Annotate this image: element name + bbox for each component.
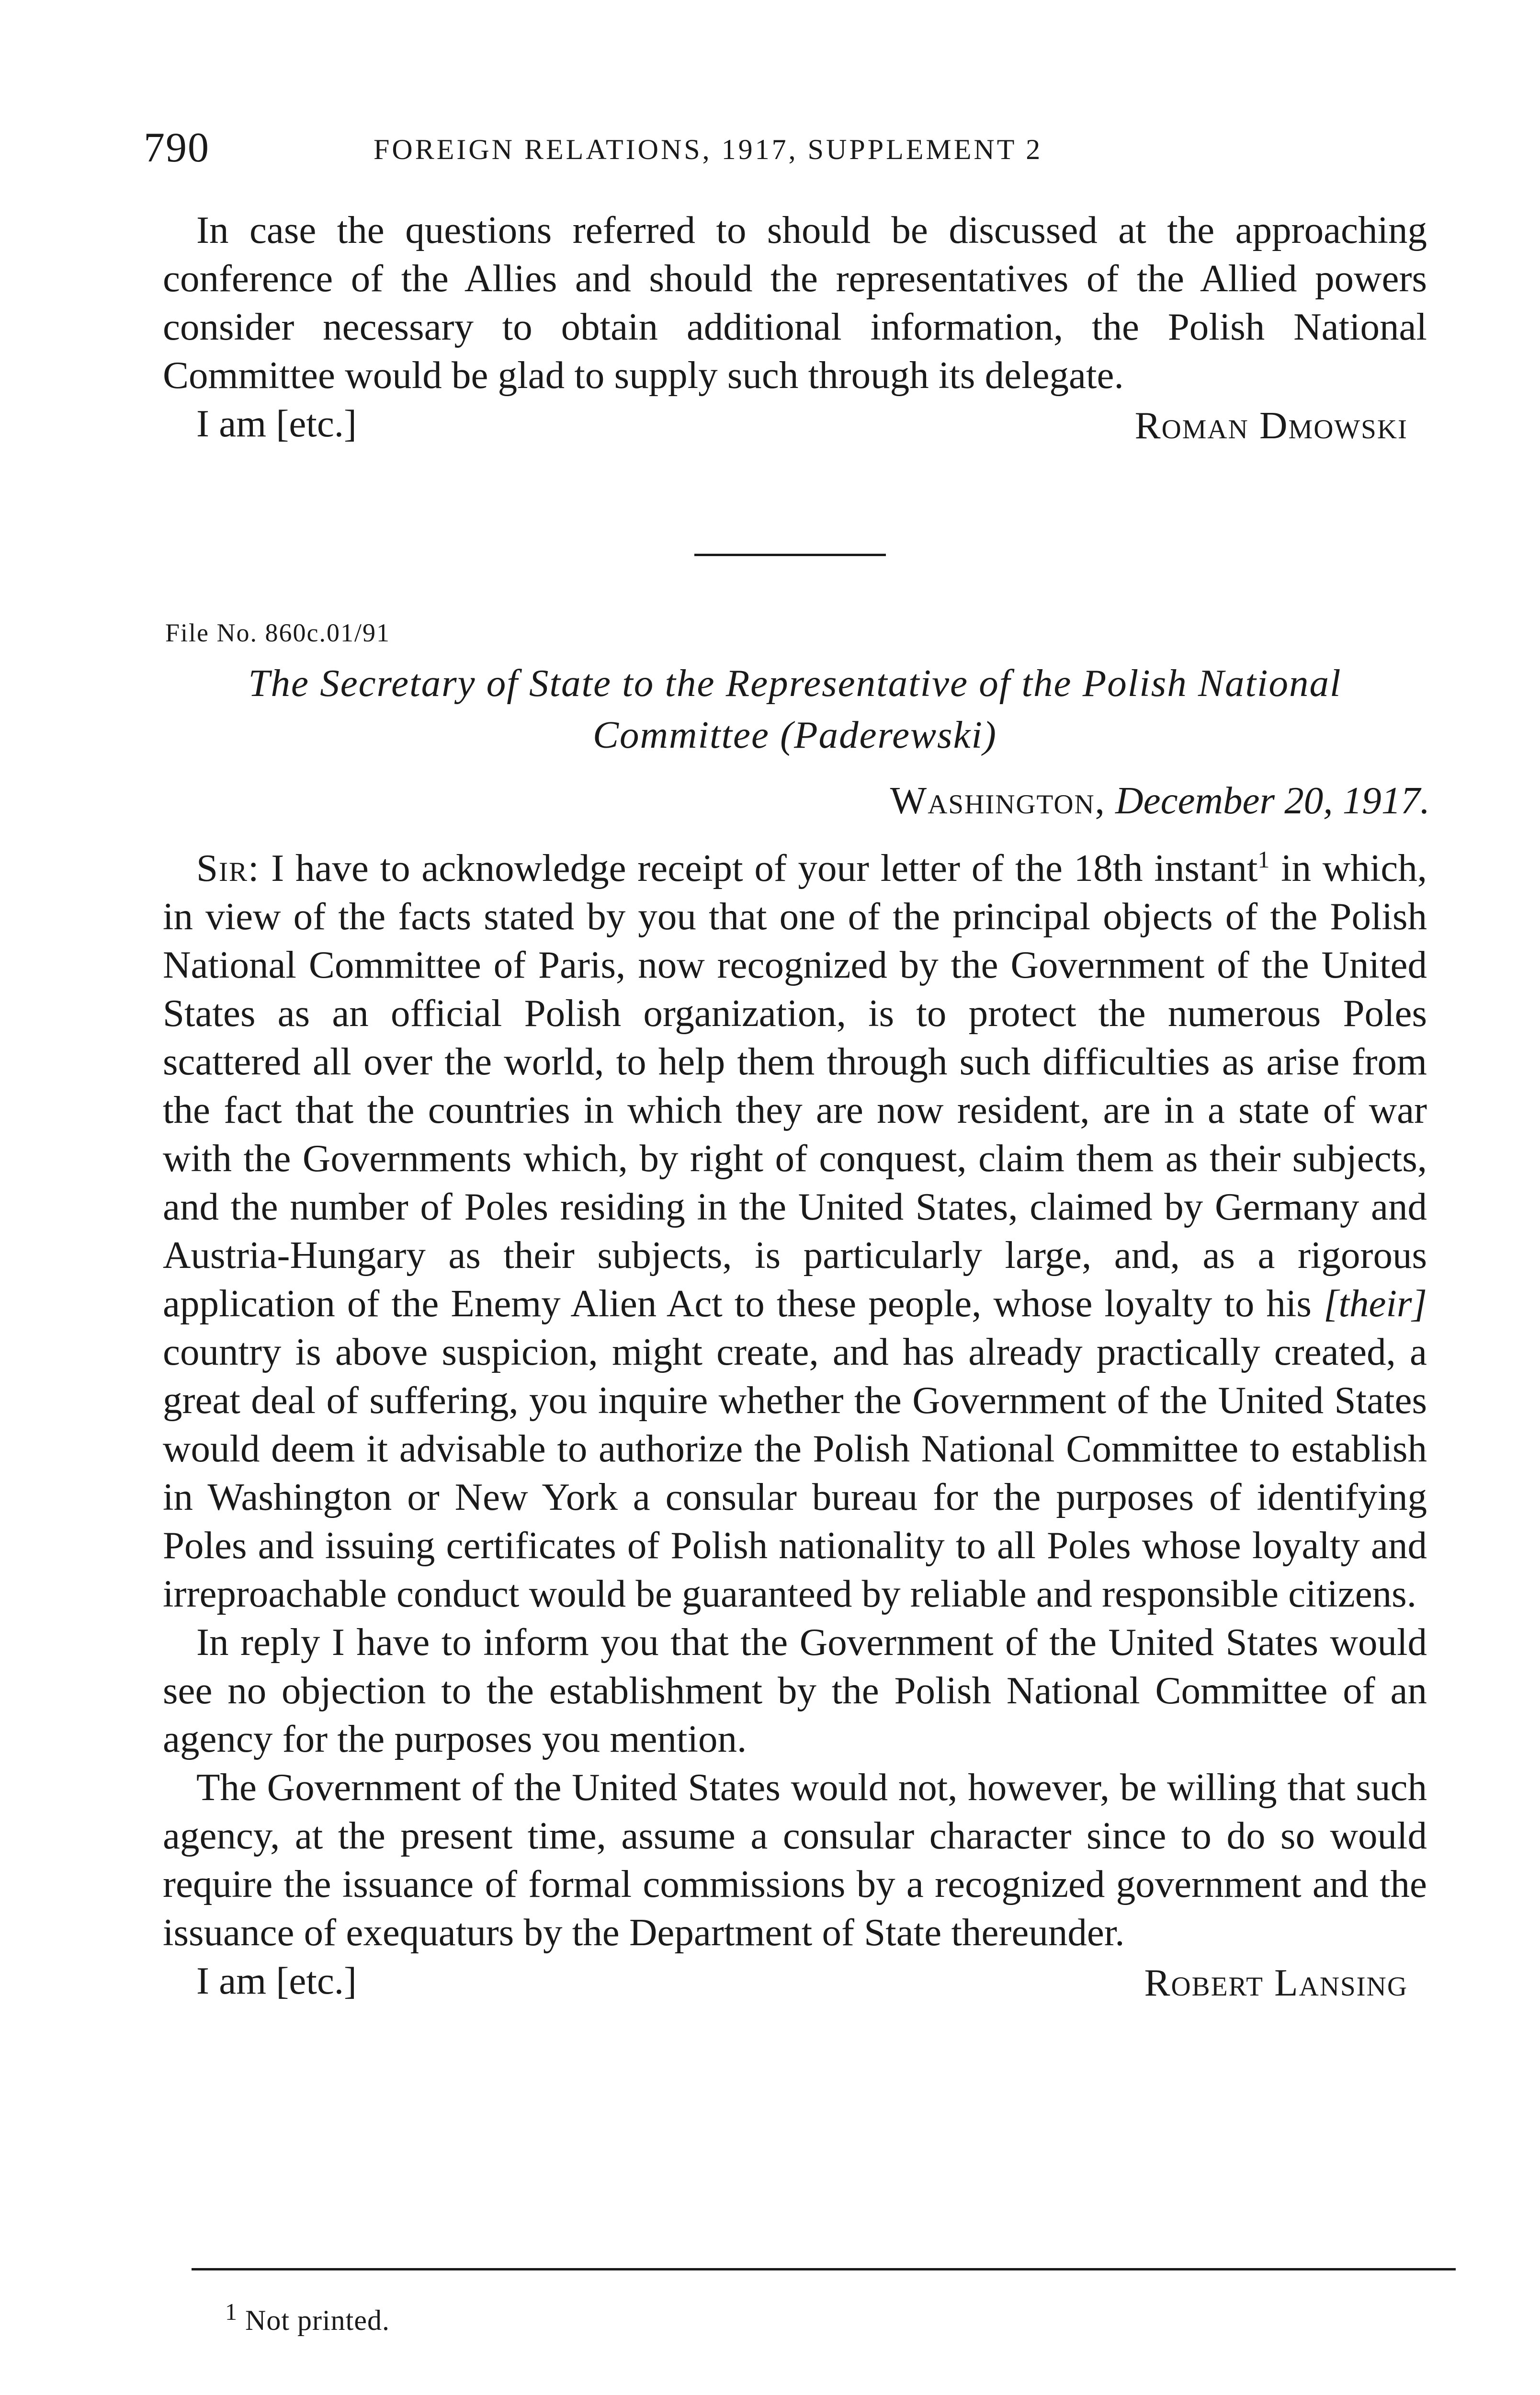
previous-letter-closing-row: [163, 399, 1427, 448]
dateline-date: December 20, 1917.: [1115, 779, 1430, 822]
paragraph-1-part-2: in which, in view of the facts stated by you that one of the principal objects of the Polish National Committee of Paris, now recognized by the Government of the United States as an official Polish organization, is to protect the numerous Poles scattered all over the world, to help them through such difficulties as arise from the fact that the countries in which they are now resident, are in a state of war with the Governments which, by right of conquest, claim them as their subjects, and the number of Poles residing in the United States, claimed by Germany and Austria-Hungary as their subjects, is particularly large, and, as a rigorous application of the Enemy Alien Act to these people, whose loyalty to his: [163, 846, 1427, 1325]
previous-letter-closing: I am [etc.]: [196, 402, 357, 445]
footnote-text: Not printed.: [238, 2304, 390, 2336]
page-number: 790: [144, 125, 210, 171]
letter-closing: I am [etc.]: [196, 1959, 357, 2002]
paragraph-1-part-3: country is above suspicion, might create, and has already practically created, a great deal of suffering, you inquire whether the Government of the United States would deem it advisable to authorize the Polish National Committee to establish in Washington or New York a consular bureau for the purposes of identifying Poles and issuing certificates of Polish nationality to all Poles whose loyalty and irreproachable conduct would be guaranteed by reliable and responsible citizens.: [163, 1330, 1427, 1615]
document-title-line-1: The Secretary of State to the Representative of the Polish National: [248, 661, 1342, 705]
file-number: File No. 860c.01/91: [165, 618, 390, 647]
section-separator: [694, 554, 886, 556]
running-head: FOREIGN RELATIONS, 1917, SUPPLEMENT 2: [374, 134, 1043, 165]
letter-closing-row: [163, 1957, 1427, 2005]
letter-signature: Robert Lansing: [1144, 1961, 1408, 2004]
paragraph-1-part-1: I have to acknowledge receipt of your letter of the 18th instant: [260, 846, 1258, 890]
document-title-line-2: Committee (Paderewski): [592, 713, 997, 756]
dateline-place: Washington,: [890, 779, 1106, 822]
footnote-mark: 1: [225, 2298, 238, 2325]
footnote: [225, 2298, 390, 2337]
previous-letter-ending: [163, 206, 1427, 448]
editorial-insertion: [their]: [1323, 1282, 1427, 1325]
document-title: [163, 657, 1427, 761]
letter-body: [163, 844, 1427, 2005]
footnote-reference: 1: [1257, 846, 1270, 873]
page-header: [144, 115, 1437, 172]
letter-paragraph-1: [163, 844, 1427, 1618]
dateline: [890, 778, 1430, 823]
previous-letter-paragraph: In case the questions referred to should be discussed at the approaching conference of the Allies and should the representatives of the Allied powers consider necessary to obtain additional information, the Polish National Committee would be glad to supply such through its delegate.: [163, 208, 1427, 397]
previous-letter-signature: Roman Dmowski: [1134, 404, 1408, 447]
letter-paragraph-3: The Government of the United States would not, however, be willing that such agency, at the present time, assume a consular character since to do so would require the issuance of formal commissions by a recognized government and the issuance of exequaturs by the Department of State thereunder.: [163, 1766, 1427, 1954]
letter-paragraph-2: In reply I have to inform you that the Government of the United States would see no objection to the establishment by the Polish National Committee of an agency for the purposes you mention.: [163, 1620, 1427, 1760]
footnote-separator: [192, 2268, 1456, 2270]
salutation: Sir:: [196, 846, 260, 890]
